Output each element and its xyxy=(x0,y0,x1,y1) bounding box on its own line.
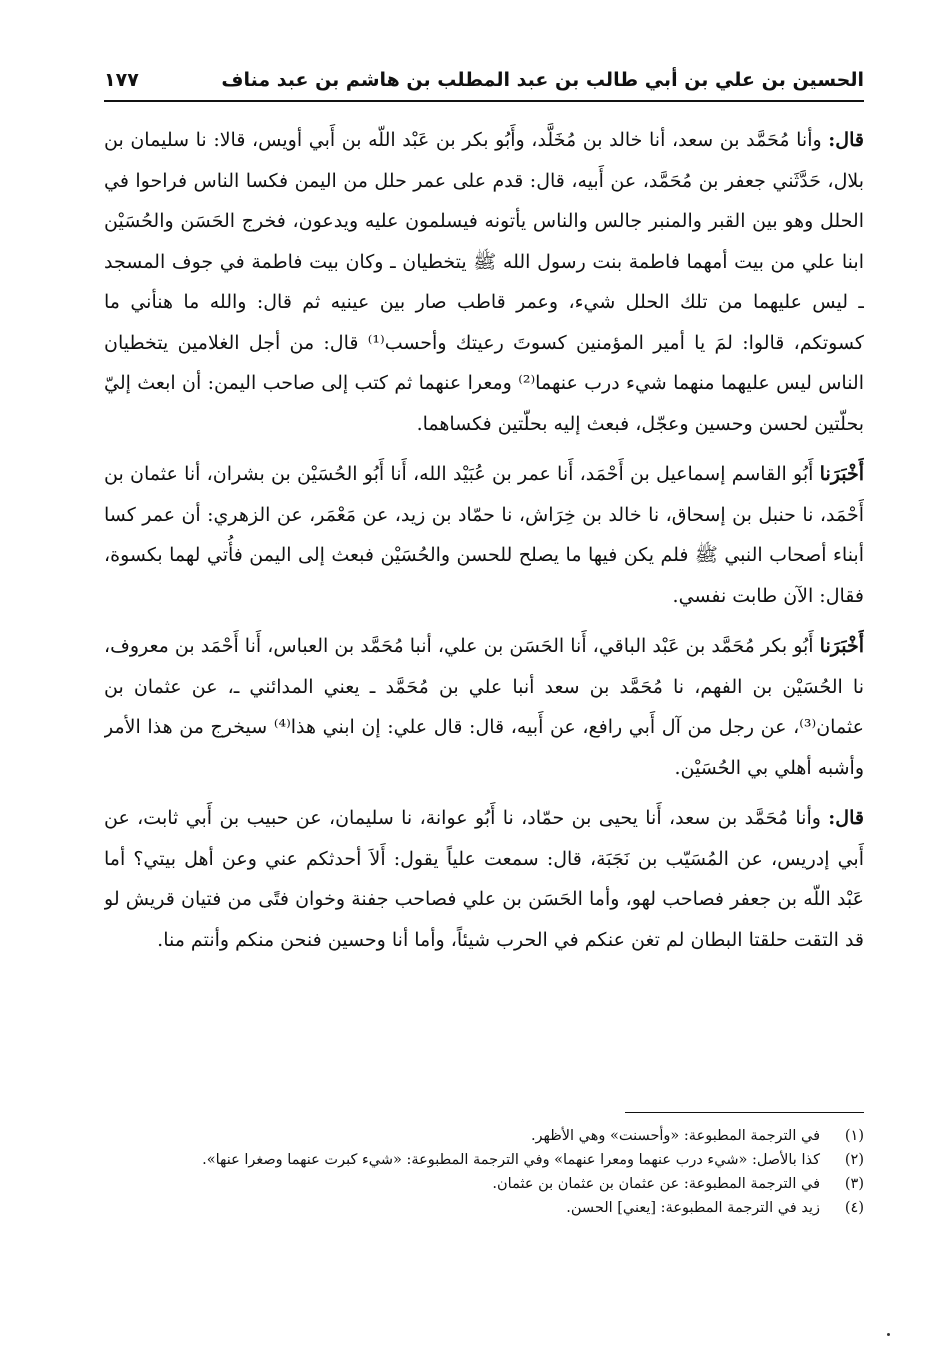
footnote-3 xyxy=(104,1172,864,1196)
footnote-text: كذا بالأصل: «شيء درب عنهما ومعرا عنهما» وفي الترجمة المطبوعة: «شيء كبرت عنهما وصغرا عنها». xyxy=(202,1152,820,1168)
footnote-number: (٢) xyxy=(844,1152,864,1168)
footnote-rule xyxy=(625,1112,864,1113)
page-number: ١٧٧ xyxy=(104,69,139,91)
paragraph-lead: أَخْبَرَنا xyxy=(819,635,864,657)
main-text xyxy=(104,120,864,1120)
footnote-number: (٣) xyxy=(844,1176,864,1192)
paragraph-text: أَبُو القاسم إسماعيل بن أَحْمَد، أَنا عمر بن عُبَيْد الله، أَنا أَبُو الحُسَيْن بن بشران، أنا عثمان بن أَحْمَد، نا حنبل بن إسحاق، نا خالد بن خِرَاش، نا حمّاد بن زيد، عن مَعْمَر، عن الزهري: أن عمر كسا أبناء أصحاب النبي ﷺ فلم يكن فيها ما يصلح للحسن والحُسَيْن فبعث إلى اليمن فأُتي لهما بكسوة، فقال: الآن طابت نفسي. xyxy=(104,463,864,607)
paragraph-text: وأنا مُحَمَّد بن سعد، أنا خالد بن مُخَلَّد، وأَبُو بكر بن عَبْد اللّه بن أَبي أويس، قالا: نا سليمان بن بلال، حَدَّثَني جعفر بن مُحَمَّد، عن أَبيه، قال: قدم على عمر حلل من اليمن فكسا الناس فراحوا في الحلل وهو بين القبر والمنبر جالس والناس يأتونه فيسلمون عليه ويدعون، فخرج الحَسَن والحُسَيْن ابنا علي من بيت أمهما فاطمة بنت رسول الله ﷺ يتخطيان ـ وكان بيت فاطمة في جوف المسجد ـ ليس عليهما من تلك الحلل شيء، وعمر قاطب صار بين عينيه ثم قال: والله ما هنأني ما كسوتكم، قالوا: لمَ يا أمير المؤمنين كسوتَ رعيتك وأحسب⁽¹⁾ قال: من أجل الغلامين يتخطيان الناس ليس عليهما منهما شيء درب عنهما⁽²⁾ ومعرا عنهما ثم كتب إلى صاحب اليمن: أن ابعث إليّ بحلّتين لحسن وحسين وعجّل، فبعث إليه بحلّتين فكساهما. xyxy=(104,129,864,435)
header-rule xyxy=(104,100,864,102)
footnote-text: في الترجمة المطبوعة: عن عثمان بن عثمان بن عثمان. xyxy=(492,1176,820,1192)
paragraph-lead: أَخْبَرَنا xyxy=(819,463,864,485)
paragraph-1 xyxy=(104,120,864,444)
paragraph-text: وأنا مُحَمَّد بن سعد، أَنا يحيى بن حمّاد، نا أَبُو عوانة، نا سليمان، عن حبيب بن أَبي ثابت، عن أَبي إدريس، عن المُسَيّب بن نَجَبَة، قال: سمعت علياً يقول: أَلاَ أحدثكم عني وعن أهل بيتي؟ أما عَبْد اللّه بن جعفر فصاحب لهو، وأما الحَسَن بن علي فصاحب جفنة وخوان فتًى من فتيان قريش لو قد التقت حلقتا البطان لم تغن عنكم في الحرب شيئاً، وأما أنا وحسين فنحن منكم وأنتم منا. xyxy=(104,807,864,951)
footnotes xyxy=(104,1124,864,1284)
footnote-text: في الترجمة المطبوعة: «وأحسنت» وهي الأظهر. xyxy=(530,1128,820,1144)
paragraph-2 xyxy=(104,454,864,616)
running-header xyxy=(104,60,864,100)
footnote-2 xyxy=(104,1148,864,1172)
scan-speck xyxy=(887,1333,890,1336)
paragraph-lead: قال: xyxy=(828,129,864,151)
footnote-text: زيد في الترجمة المطبوعة: [يعني] الحسن. xyxy=(566,1200,820,1216)
footnote-number: (١) xyxy=(844,1128,864,1144)
footnote-4 xyxy=(104,1196,864,1220)
paragraph-text: أَبُو بكر مُحَمَّد بن عَبْد الباقي، أَنا الحَسَن بن علي، أنبا مُحَمَّد بن العباس، أَنا أَحْمَد بن معروف، نا الحُسَيْن بن الفهم، نا مُحَمَّد بن سعد أنبا علي بن مُحَمَّد ـ يعني المدائني ـ، عن عثمان بن عثمان⁽³⁾، عن رجل من آل أَبي رافع، عن أَبيه، قال: قال علي: إن ابني هذا⁽⁴⁾ سيخرج من هذا الأمر وأشبه أهلي بي الحُسَيْن. xyxy=(104,635,864,779)
paragraph-4 xyxy=(104,798,864,960)
footnote-number: (٤) xyxy=(844,1200,864,1216)
paragraph-lead: قال: xyxy=(828,807,864,829)
paragraph-3 xyxy=(104,626,864,788)
footnote-1 xyxy=(104,1124,864,1148)
running-title: الحسين بن علي بن أبي طالب بن عبد المطلب بن هاشم بن عبد مناف xyxy=(221,69,864,91)
